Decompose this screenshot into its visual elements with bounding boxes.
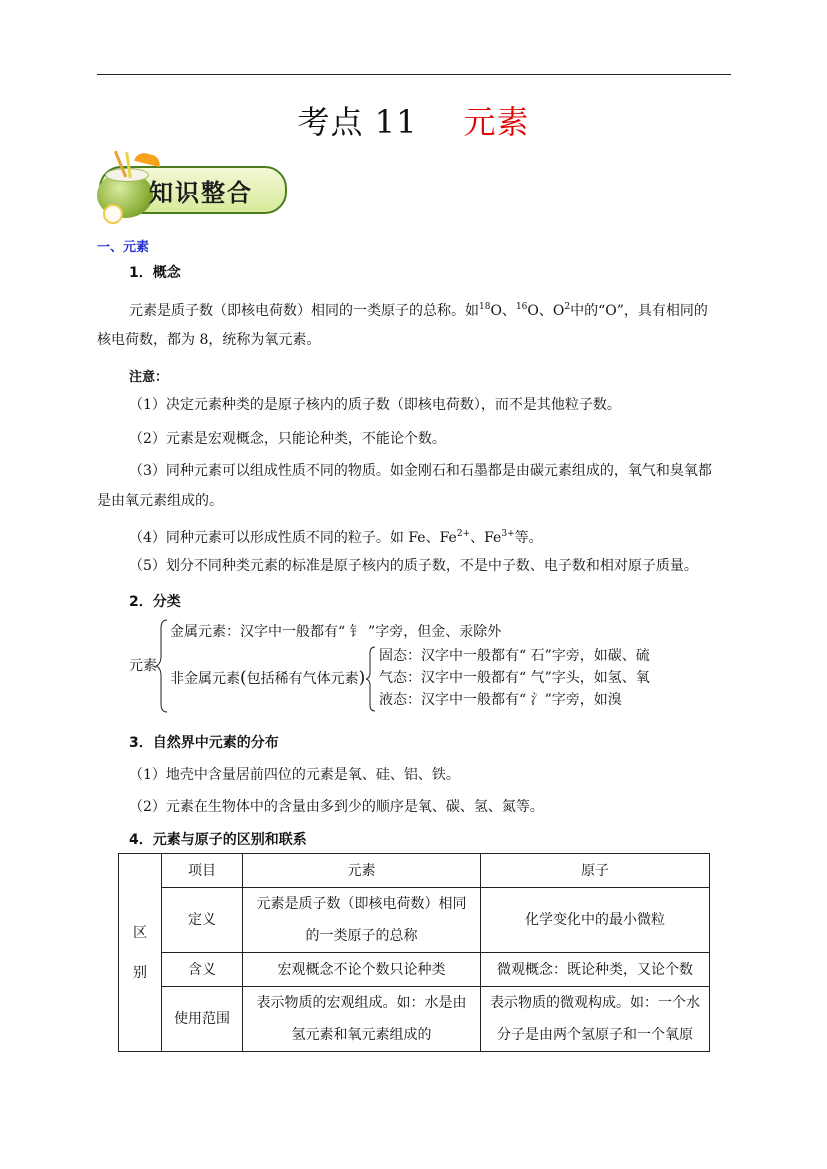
element-cell (243, 987, 481, 1052)
concept-heading: 1．概念 (129, 265, 181, 281)
group-cell (119, 854, 162, 1052)
note-item: （2）元素是宏观概念，只能论种类，不能论个数。 (129, 431, 446, 447)
note-heading: 注意： (129, 370, 169, 385)
gas-state: 气态：汉字中一般都有“ 气”字头，如氢、氧 (379, 670, 650, 686)
note-item (129, 525, 543, 547)
group-label: 区 (133, 924, 147, 941)
cell-line: 分子是由两个氢原子和一个氧原 (497, 1027, 693, 1043)
cell-line: 氢元素和氧元素组成的 (291, 1027, 432, 1043)
nonmetal-brace-icon (365, 645, 377, 713)
section-heading: 一、元素 (97, 240, 150, 255)
nonmetal-note: 包括稀有气体元素 (246, 671, 359, 687)
isotope-mass: 16 (515, 302, 528, 312)
distribution-heading: 3．自然界中元素的分布 (129, 735, 279, 751)
element-cell: 宏观概念不论个数只论种类 (243, 953, 481, 987)
metal-elements: 金属元素：汉字中一般都有“ 钅 ”字旁，但金、汞除外 (170, 624, 502, 640)
cell-line: 元素是质子数（即核电荷数）相同 (256, 896, 467, 912)
comparison-table (118, 853, 710, 1052)
banner-label: 知识整合 (149, 179, 253, 207)
header-rule (97, 74, 731, 75)
element-cell (243, 888, 481, 953)
title-prefix: 考点 11 (297, 103, 418, 141)
note-text: 等。 (514, 530, 543, 546)
item-cell: 含义 (162, 953, 243, 987)
isotope-mass: 18 (479, 302, 491, 312)
page-title (0, 100, 827, 144)
root-brace-icon (155, 618, 169, 714)
table-row (119, 854, 710, 888)
atom-cell: 化学变化中的最小微粒 (481, 888, 710, 953)
note-item: （5）划分不同种类元素的标准是原子核内的质子数，不是中子数、电子数和相对原子质量。 (129, 558, 698, 574)
note-item: （1）决定元素种类的是原子核内的质子数（即核电荷数），而不是其他粒子数。 (129, 397, 621, 413)
concept-text: 元素是质子数（即核电荷数）相同的一类原子的总称。如 (129, 303, 479, 319)
atom-cell (481, 987, 710, 1052)
classification-root: 元素 (129, 658, 157, 674)
header-cell: 原子 (481, 854, 710, 888)
cell-line: 表示物质的宏观组成。如：水是由 (256, 995, 467, 1011)
note-item-continued: 是由氧元素组成的。 (97, 493, 223, 509)
group-label: 别 (133, 964, 147, 981)
concept-paragraph-line2: 核电荷数，都为 8，统称为氧元素。 (97, 332, 321, 348)
liquid-state: 液态：汉字中一般都有“ 氵”字旁，如溴 (379, 692, 622, 708)
item-cell: 定义 (162, 888, 243, 953)
distribution-item: （2）元素在生物体中的含量由多到少的顺序是氧、碳、氢、氮等。 (129, 799, 544, 815)
concept-text: 中的“O”，具有相同的 (570, 303, 708, 319)
ion-charge: 2 (564, 302, 571, 312)
note-text: （4）同种元素可以形成性质不同的粒子。如 Fe、Fe (129, 530, 457, 546)
nonmetal-elements: 非金属元素(包括稀有气体元素) (170, 668, 366, 688)
header-cell: 元素 (243, 854, 481, 888)
ion-charge: 3+ (501, 529, 515, 539)
cell-line: 的一类原子的总称 (305, 928, 418, 944)
header-cell: 项目 (162, 854, 243, 888)
table-row (119, 953, 710, 987)
classification-heading: 2．分类 (129, 594, 181, 610)
ion-charge: 2+ (456, 529, 471, 539)
note-text: 、Fe (470, 530, 502, 546)
atom-cell: 微观概念：既论种类，又论个数 (481, 953, 710, 987)
isotope-symbol: O、O (527, 303, 565, 319)
knowledge-banner (97, 150, 287, 226)
nonmetal-label: 非金属元素 (170, 671, 240, 687)
table-row (119, 987, 710, 1052)
distribution-item: （1）地壳中含量居前四位的元素是氧、硅、铝、铁。 (129, 767, 460, 783)
cell-line: 表示物质的微观构成。如：一个水 (490, 995, 700, 1011)
umbrella-icon (134, 151, 162, 167)
note-item: （3）同种元素可以组成性质不同的物质。如金刚石和石墨都是由碳元素组成的，氧气和臭氧都 (129, 463, 712, 479)
title-main: 元素 (463, 103, 530, 141)
concept-paragraph-line1 (129, 298, 708, 320)
item-cell: 使用范围 (162, 987, 243, 1052)
solid-state: 固态：汉字中一般都有“ 石”字旁，如碳、硫 (379, 648, 650, 664)
table-row (119, 888, 710, 953)
comparison-heading: 4．元素与原子的区别和联系 (129, 832, 307, 848)
flower-icon (103, 204, 123, 224)
isotope-symbol: O、 (490, 303, 516, 319)
